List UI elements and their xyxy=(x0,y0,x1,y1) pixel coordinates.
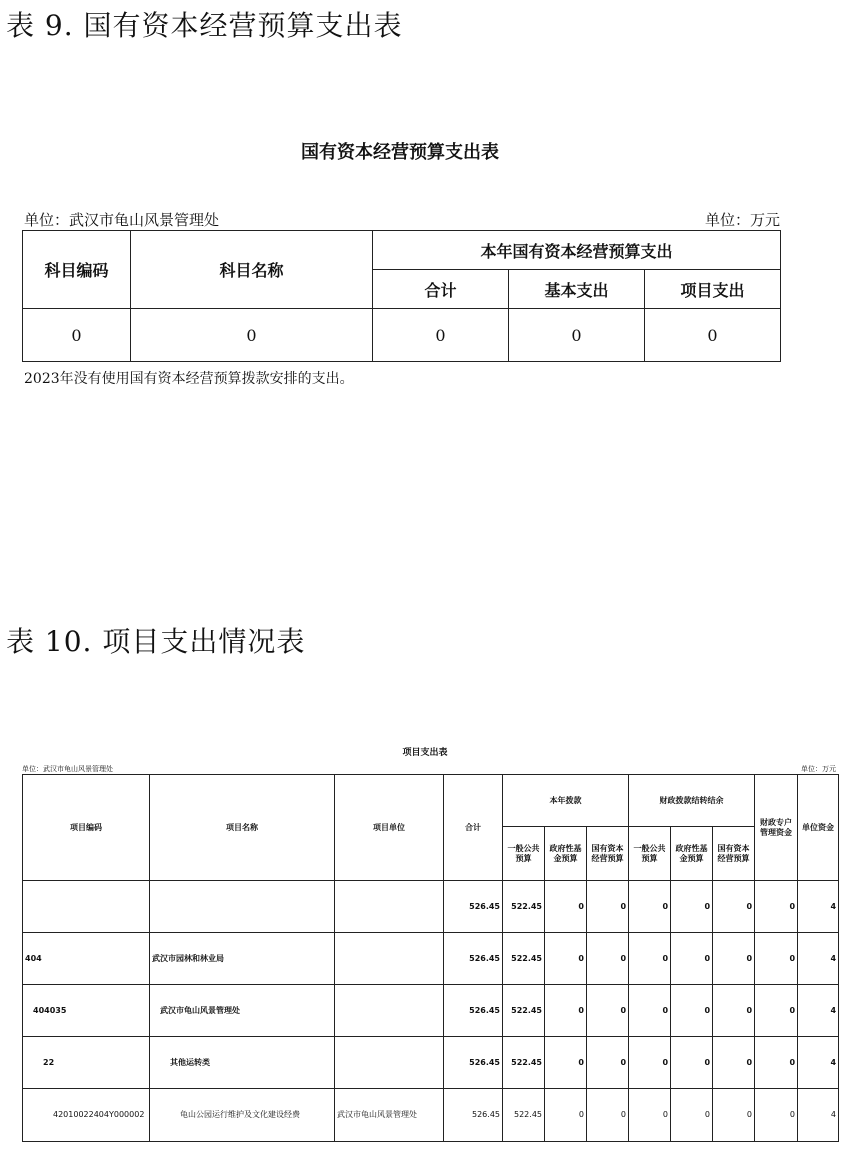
table10-header-fiscal-special: 财政专户管理资金 xyxy=(755,775,798,881)
table-cell: 0 xyxy=(509,309,645,362)
table10-header-gov-fund: 政府性基金预算 xyxy=(545,827,587,881)
table-row xyxy=(23,1037,839,1089)
amount-cell: 0 xyxy=(587,881,629,933)
table10-section-heading: 表 10. 项目支出情况表 xyxy=(6,625,306,658)
table-cell: 0 xyxy=(131,309,373,362)
table10-header-total: 合计 xyxy=(444,775,503,881)
table-row xyxy=(23,881,839,933)
project-unit-cell xyxy=(335,881,444,933)
table10-unit-currency: 单位：万元 xyxy=(801,765,836,773)
project-code-cell xyxy=(23,881,150,933)
amount-cell: 0 xyxy=(713,1037,755,1089)
amount-cell: 526.45 xyxy=(444,1089,503,1142)
table10-header-general-carryover: 一般公共预算 xyxy=(629,827,671,881)
amount-cell: 0 xyxy=(755,985,798,1037)
table9-title: 国有资本经营预算支出表 xyxy=(301,142,499,163)
amount-cell: 0 xyxy=(671,933,713,985)
amount-cell: 0 xyxy=(671,881,713,933)
table9-header-name: 科目名称 xyxy=(131,231,373,309)
amount-cell: 0 xyxy=(629,985,671,1037)
amount-cell: 0 xyxy=(755,1089,798,1142)
amount-cell: 522.45 xyxy=(503,881,545,933)
amount-cell: 0 xyxy=(671,1089,713,1142)
amount-cell: 526.45 xyxy=(444,933,503,985)
project-unit-cell: 武汉市龟山风景管理处 xyxy=(335,1089,444,1142)
table-cell: 0 xyxy=(373,309,509,362)
table10-header-gov-fund-carryover: 政府性基金预算 xyxy=(671,827,713,881)
amount-cell: 0 xyxy=(713,933,755,985)
project-unit-cell xyxy=(335,1037,444,1089)
amount-cell: 0 xyxy=(545,1089,587,1142)
amount-cell: 522.45 xyxy=(503,985,545,1037)
amount-cell: 0 xyxy=(629,1089,671,1142)
amount-cell: 0 xyxy=(587,1037,629,1089)
amount-cell: 0 xyxy=(545,881,587,933)
project-name-cell: 龟山公园运行维护及文化建设经费 xyxy=(150,1089,335,1142)
table9-header-project: 项目支出 xyxy=(645,270,781,309)
table9-section-heading: 表 9. 国有资本经营预算支出表 xyxy=(6,9,403,42)
table-row xyxy=(23,309,781,362)
amount-cell: 0 xyxy=(545,985,587,1037)
amount-cell: 4 xyxy=(798,881,839,933)
amount-cell: 0 xyxy=(545,1037,587,1089)
table9-header-group: 本年国有资本经营预算支出 xyxy=(373,231,781,270)
project-code-cell: 42010022404Y000002 xyxy=(23,1089,150,1142)
table-row xyxy=(23,933,839,985)
table10-header-state-capital-carryover: 国有资本经营预算 xyxy=(713,827,755,881)
table9 xyxy=(22,230,781,362)
amount-cell: 0 xyxy=(587,1089,629,1142)
table10-header-unit: 项目单位 xyxy=(335,775,444,881)
amount-cell: 0 xyxy=(713,1089,755,1142)
table10-header-unit-funds: 单位资金 xyxy=(798,775,839,881)
table9-note: 2023年没有使用国有资本经营预算拨款安排的支出。 xyxy=(24,371,354,387)
amount-cell: 0 xyxy=(671,985,713,1037)
amount-cell: 0 xyxy=(755,933,798,985)
project-code-cell: 404035 xyxy=(23,985,150,1037)
table10-header-current-year: 本年拨款 xyxy=(503,775,629,827)
amount-cell: 0 xyxy=(587,933,629,985)
table9-header-basic: 基本支出 xyxy=(509,270,645,309)
table10-unit-org: 单位：武汉市龟山风景管理处 xyxy=(22,765,113,773)
table10-header-code: 项目编码 xyxy=(23,775,150,881)
table-row xyxy=(23,985,839,1037)
table10-header-state-capital: 国有资本经营预算 xyxy=(587,827,629,881)
amount-cell: 0 xyxy=(671,1037,713,1089)
table10-header-carryover: 财政拨款结转结余 xyxy=(629,775,755,827)
project-name-cell: 武汉市龟山风景管理处 xyxy=(150,985,335,1037)
table-cell: 0 xyxy=(645,309,781,362)
amount-cell: 0 xyxy=(713,985,755,1037)
project-name-cell: 武汉市园林和林业局 xyxy=(150,933,335,985)
project-code-cell: 404 xyxy=(23,933,150,985)
amount-cell: 0 xyxy=(755,1037,798,1089)
project-name-cell: 其他运转类 xyxy=(150,1037,335,1089)
amount-cell: 4 xyxy=(798,1037,839,1089)
amount-cell: 0 xyxy=(629,1037,671,1089)
amount-cell: 4 xyxy=(798,1089,839,1142)
table10-header-name: 项目名称 xyxy=(150,775,335,881)
amount-cell: 526.45 xyxy=(444,1037,503,1089)
table10-title: 项目支出表 xyxy=(402,748,448,758)
project-unit-cell xyxy=(335,985,444,1037)
amount-cell: 526.45 xyxy=(444,881,503,933)
amount-cell: 522.45 xyxy=(503,933,545,985)
amount-cell: 522.45 xyxy=(503,1089,545,1142)
amount-cell: 0 xyxy=(545,933,587,985)
table10-header-general: 一般公共预算 xyxy=(503,827,545,881)
amount-cell: 0 xyxy=(755,881,798,933)
table10 xyxy=(22,774,839,1142)
table-cell: 0 xyxy=(23,309,131,362)
project-unit-cell xyxy=(335,933,444,985)
table10-body xyxy=(23,881,839,1142)
table9-header-total: 合计 xyxy=(373,270,509,309)
amount-cell: 522.45 xyxy=(503,1037,545,1089)
table-row xyxy=(23,1089,839,1142)
amount-cell: 0 xyxy=(713,881,755,933)
project-name-cell xyxy=(150,881,335,933)
project-code-cell: 22 xyxy=(23,1037,150,1089)
amount-cell: 0 xyxy=(629,881,671,933)
amount-cell: 4 xyxy=(798,933,839,985)
amount-cell: 0 xyxy=(629,933,671,985)
amount-cell: 4 xyxy=(798,985,839,1037)
amount-cell: 0 xyxy=(587,985,629,1037)
table9-header-code: 科目编码 xyxy=(23,231,131,309)
table9-unit-org: 单位：武汉市龟山风景管理处 xyxy=(24,211,220,229)
amount-cell: 526.45 xyxy=(444,985,503,1037)
table9-unit-currency: 单位：万元 xyxy=(704,211,780,229)
